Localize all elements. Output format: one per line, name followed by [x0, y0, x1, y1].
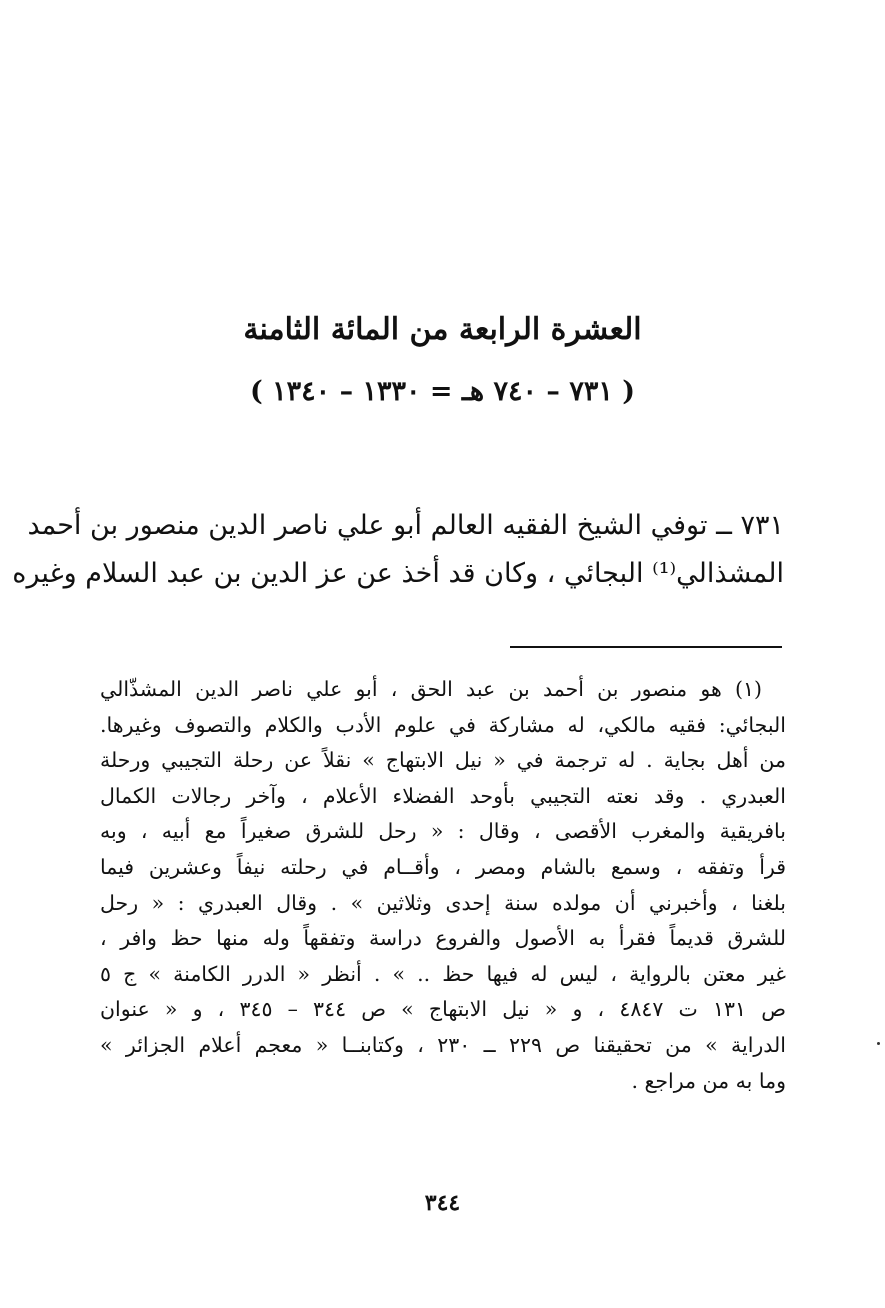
footnote-line: غير معتن بالرواية ، ليس له فيها حظ .. » . أنظر « الدرر الكامنة » ج ٥: [100, 961, 786, 986]
section-date-range: ( ٧٣١ – ٧٤٠ هـ = ١٣٣٠ – ١٣٤٠ ): [249, 376, 636, 407]
footnote-line: بلغنا ، وأخبرني أن مولده سنة إحدى وثلاثين » . وقال العبدري : « رحل: [100, 890, 786, 915]
footnote-line: ص ١٣١ ت ٤٨٤٧ ، و « نيل الابتهاج » ص ٣٤٤ – ٣٤٥ ، و « عنوان: [100, 997, 786, 1022]
page-number: ٣٤٤: [424, 1190, 461, 1216]
footnote-divider: [510, 646, 782, 648]
footnote-line: قرأ وتفقه ، وسمع بالشام ومصر ، وأقــام في رحلته نيفاً وعشرين فيما: [100, 854, 786, 879]
section-title: العشرة الرابعة من المائة الثامنة: [243, 312, 642, 347]
footnote-line: البجائي: فقيه مالكي، له مشاركة في علوم الأدب والكلام والتصوف وغيرها.: [100, 712, 786, 737]
main-text-line: المشذالي⁽¹⁾ البجائي ، وكان قد أخذ عن عز الدين بن عبد السلام وغيره: [12, 558, 784, 589]
main-text-line: ٧٣١ ــ توفي الشيخ الفقيه العالم أبو علي ناصر الدين منصور بن أحمد: [27, 510, 784, 541]
footnote-line: بافريقية والمغرب الأقصى ، وقال : « رحل للشرق صغيراً مع أبيه ، وبه: [100, 819, 786, 844]
footnote-line: للشرق قديماً فقرأ به الأصول والفروع دراسة وتفقهاً وله منها حظ وافر ،: [100, 926, 786, 951]
footnote-line: (١) هو منصور بن أحمد بن عبد الحق ، أبو علي ناصر الدين المشذّالي: [100, 677, 762, 701]
footnote: [100, 672, 786, 1099]
footnote-line: العبدري . وقد نعته التجيبي بأوحد الفضلاء الأعلام ، وآخر رجالات الكمال: [100, 783, 786, 808]
footnote-line: الدراية » من تحقيقنا ص ٢٢٩ ــ ٢٣٠ ، وكتابنــا « معجم أعلام الجزائر »: [100, 1032, 786, 1057]
footnote-line: من أهل بجاية . له ترجمة في « نيل الابتهاج » نقلاً عن رحلة التجيبي ورحلة: [100, 748, 786, 773]
footnote-line: وما به من مراجع .: [631, 1068, 786, 1093]
scan-speck: [877, 1042, 880, 1045]
main-text: [12, 502, 784, 598]
